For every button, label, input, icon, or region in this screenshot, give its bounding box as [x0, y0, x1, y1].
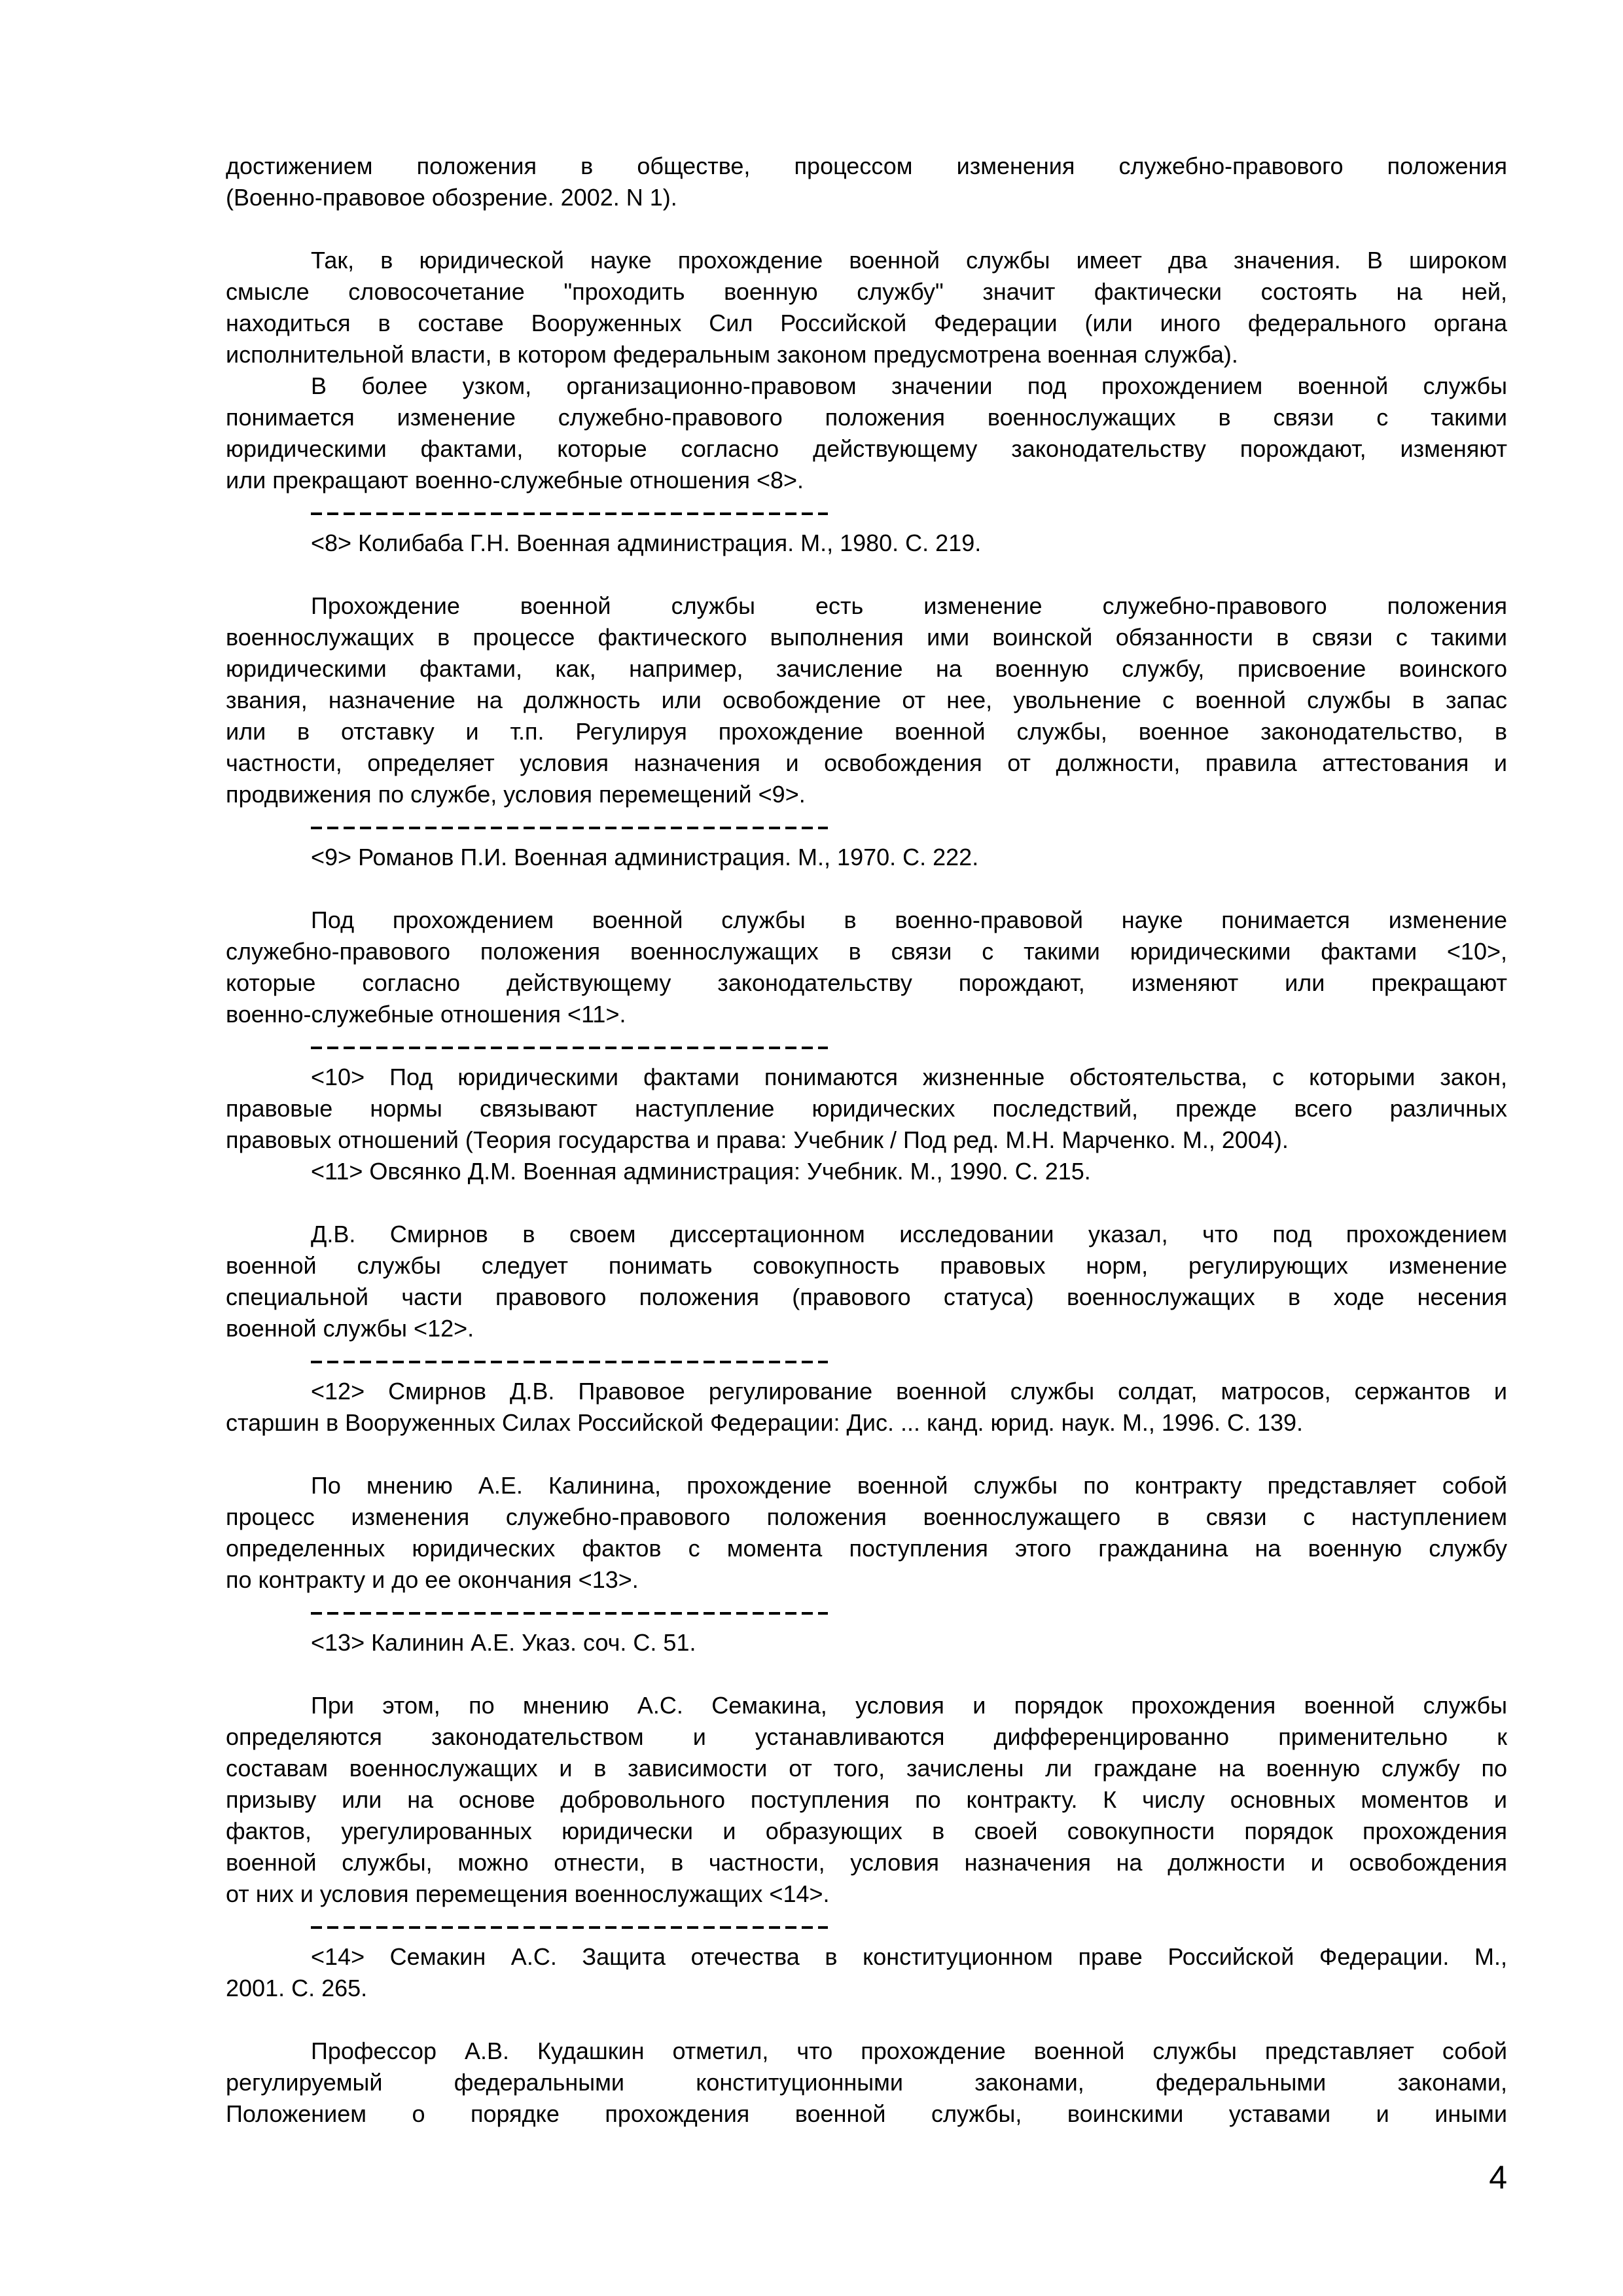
paragraph [226, 2036, 1507, 2130]
text-line: старшин в Вооруженных Силах Российской Федерации: Дис. ... канд. юрид. наук. М., 1996. С. 139. [226, 1409, 1304, 1436]
text-line: определяются законодательством и устанавливаются дифференцированно применительно к [226, 1723, 1507, 1750]
footnote-8 [226, 528, 1507, 559]
text-line: <10> Под юридическими фактами понимаются жизненные обстоятельства, с которыми закон, [311, 1064, 1507, 1090]
dashed-line [311, 512, 828, 515]
text-line: Положением о порядке прохождения военной службы, воинскими уставами и иными [226, 2100, 1507, 2127]
blank-line [226, 1659, 1507, 1690]
text-line: находиться в составе Вооруженных Сил Российской Федерации (или иного федерального органа [226, 310, 1507, 336]
footnote-separator [226, 1910, 1507, 1941]
text-line: специальной части правового положения (правового статуса) военнослужащих в ходе несения [226, 1283, 1507, 1310]
text-line: военнослужащих в процессе фактического выполнения ими воинской обязанности в связи с такими [226, 624, 1507, 651]
footnote-separator [226, 1344, 1507, 1376]
text-line: правовых отношений (Теория государства и права: Учебник / Под ред. М.Н. Марченко. М., 2004). [226, 1126, 1289, 1153]
text-line: (Военно-правовое обозрение. 2002. N 1). [226, 184, 677, 211]
text-line: военной службы следует понимать совокупность правовых норм, регулирующих изменение [226, 1252, 1507, 1279]
dashed-line [311, 827, 828, 829]
text-line: <13> Калинин А.Е. Указ. соч. С. 51. [311, 1629, 696, 1656]
footnote-13 [226, 1627, 1507, 1659]
text-line: юридическими фактами, как, например, зачисление на военную службу, присвоение воинского [226, 655, 1507, 682]
blank-line [226, 213, 1507, 245]
paragraph [226, 590, 1507, 810]
footnote-separator [226, 1030, 1507, 1062]
dashed-line [311, 1047, 828, 1049]
paragraph [226, 905, 1507, 1030]
text-line: 2001. С. 265. [226, 1975, 368, 2001]
text-line: При этом, по мнению А.С. Семакина, условия и порядок прохождения военной службы [311, 1692, 1507, 1719]
footnote-separator [226, 1596, 1507, 1627]
footnote-10 [226, 1062, 1507, 1156]
text-line: юридическими фактами, которые согласно действующему законодательству порождают, изменяют [226, 435, 1507, 462]
dashed-line [311, 1612, 828, 1615]
text-line: исполнительной власти, в котором федеральным законом предусмотрена военная служба). [226, 341, 1238, 368]
text-line: военно-служебные отношения <11>. [226, 1001, 626, 1028]
footnote-12 [226, 1376, 1507, 1439]
text-line: или в отставку и т.п. Регулируя прохождение военной службы, военное законодательство, в [226, 718, 1507, 745]
paragraph [226, 1470, 1507, 1596]
text-line: военной службы <12>. [226, 1315, 474, 1342]
dashed-line [311, 1361, 828, 1363]
paragraph [226, 245, 1507, 370]
footnote-11 [226, 1156, 1507, 1187]
blank-line [226, 559, 1507, 590]
footnote-separator [226, 496, 1507, 528]
text-line: составам военнослужащих и в зависимости от того, зачислены ли граждане на военную службу по [226, 1755, 1507, 1782]
text-line: Так, в юридической науке прохождение военной службы имеет два значения. В широком [311, 247, 1507, 274]
blank-line [226, 1439, 1507, 1470]
blank-line [226, 873, 1507, 905]
document-body [226, 151, 1507, 2130]
text-line: или прекращают военно-служебные отношения <8>. [226, 467, 804, 493]
footnote-separator [226, 810, 1507, 842]
footnote-14 [226, 1941, 1507, 2004]
text-line: фактов, урегулированных юридически и образующих в своей совокупности порядок прохождения [226, 1818, 1507, 1844]
paragraph [226, 1219, 1507, 1344]
blank-line [226, 1187, 1507, 1219]
text-line: смысле словосочетание "проходить военную службу" значит фактически состоять на ней, [226, 278, 1507, 305]
page-number: 4 [1489, 2159, 1507, 2196]
text-line: В более узком, организационно-правовом значении под прохождением военной службы [311, 372, 1507, 399]
text-line: от них и условия перемещения военнослужащих <14>. [226, 1880, 830, 1907]
text-line: служебно-правового положения военнослужащих в связи с такими юридическими фактами <10>, [226, 938, 1507, 965]
text-line: Под прохождением военной службы в военно-правовой науке понимается изменение [311, 906, 1507, 933]
text-line: звания, назначение на должность или освобождение от нее, увольнение с военной службы в запас [226, 687, 1507, 713]
text-line: правовые нормы связывают наступление юридических последствий, прежде всего различных [226, 1095, 1507, 1122]
text-line: по контракту и до ее окончания <13>. [226, 1566, 639, 1593]
text-line: понимается изменение служебно-правового положения военнослужащих в связи с такими [226, 404, 1507, 431]
paragraph [226, 1690, 1507, 1910]
paragraph [226, 370, 1507, 496]
text-line: частности, определяет условия назначения и освобождения от должности, правила аттестования и [226, 749, 1507, 776]
footnote-9 [226, 842, 1507, 873]
text-line: <14> Семакин А.С. Защита отечества в конституционном праве Российской Федерации. М., [311, 1943, 1507, 1970]
text-line: продвижения по службе, условия перемещений <9>. [226, 781, 806, 808]
text-line: процесс изменения служебно-правового положения военнослужащего в связи с наступлением [226, 1503, 1507, 1530]
text-line: <11> Овсянко Д.М. Военная администрация: Учебник. М., 1990. С. 215. [311, 1158, 1091, 1185]
text-line: По мнению А.Е. Калинина, прохождение военной службы по контракту представляет собой [311, 1472, 1507, 1499]
text-line: определенных юридических фактов с момента поступления этого гражданина на военную службу [226, 1535, 1507, 1562]
text-line: военной службы, можно отнести, в частности, условия назначения на должности и освобождения [226, 1849, 1507, 1876]
text-line: <9> Романов П.И. Военная администрация. М., 1970. С. 222. [311, 844, 979, 870]
blank-line [226, 2004, 1507, 2036]
text-line: <12> Смирнов Д.В. Правовое регулирование военной службы солдат, матросов, сержантов и [311, 1378, 1507, 1405]
text-line: Д.В. Смирнов в своем диссертационном исследовании указал, что под прохождением [311, 1221, 1507, 1247]
text-line: <8> Колибаба Г.Н. Военная администрация. М., 1980. С. 219. [311, 529, 982, 556]
text-line: Профессор А.В. Кудашкин отметил, что прохождение военной службы представляет собой [311, 2037, 1507, 2064]
text-line: Прохождение военной службы есть изменение служебно-правового положения [311, 592, 1507, 619]
paragraph-continuation [226, 151, 1507, 213]
text-line: регулируемый федеральными конституционными законами, федеральными законами, [226, 2069, 1507, 2096]
text-line: которые согласно действующему законодательству порождают, изменяют или прекращают [226, 969, 1507, 996]
text-line: призыву или на основе добровольного поступления по контракту. К числу основных моментов и [226, 1786, 1507, 1813]
dashed-line [311, 1926, 828, 1929]
text-line: достижением положения в обществе, процессом изменения служебно-правового положения [226, 152, 1507, 179]
